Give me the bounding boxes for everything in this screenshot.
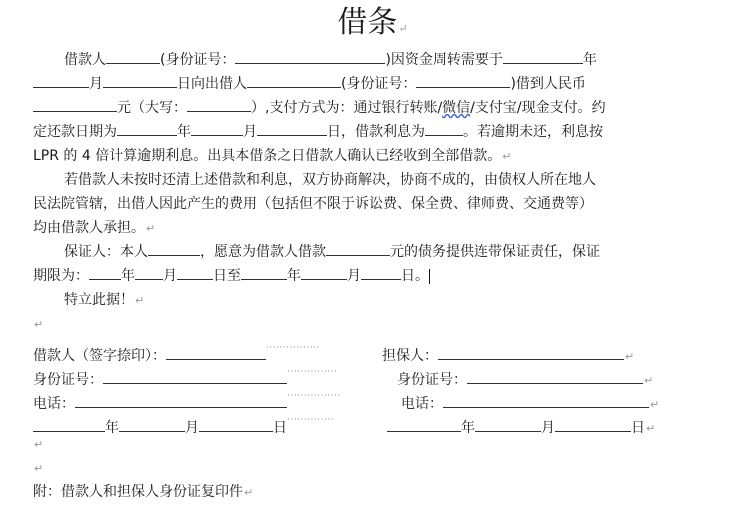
para2-line2: 民法院管辖，出借人因此产生的费用（包括但不限于诉讼费、保全费、律师费、交通费等） (33, 196, 593, 212)
blank-lender-id[interactable] (416, 73, 510, 88)
blank-end-month[interactable] (301, 265, 347, 280)
blank-start-day[interactable] (177, 265, 213, 280)
blank-borrower-id-number[interactable] (103, 369, 287, 384)
return-mark-icon: ↵ (34, 318, 44, 331)
blank-guarantor-signature[interactable] (438, 345, 624, 360)
tab-leader: ·············· (287, 415, 335, 425)
blank-borrower-name[interactable] (106, 49, 160, 64)
blank-pre-month[interactable] (33, 73, 89, 88)
return-mark-icon: ↵ (34, 462, 44, 475)
blank-borrower-phone[interactable] (75, 393, 287, 408)
blank-borrow-year[interactable] (503, 49, 583, 64)
blank-guarantor-sign-day[interactable] (555, 417, 631, 432)
tab-leader: ················ (266, 343, 320, 353)
blank-borrower-sign-month[interactable] (119, 417, 185, 432)
blank-amount-uppercase[interactable] (187, 97, 251, 112)
return-mark-icon: ↵ (146, 222, 156, 235)
document-title: 借条↵ (337, 5, 408, 40)
sig-row-phone: 电话： ················ 电话： ↵ (33, 384, 659, 417)
tab-leader: ················ (287, 391, 341, 401)
para1-line5: LPR 的 4 倍计算逾期利息。出具本借条之日借款人确认已经收到全部借款。↵ (33, 148, 512, 164)
return-mark-icon: ↵ (244, 486, 254, 499)
blank-borrower-id[interactable] (235, 49, 385, 64)
attachment-note: 附：借款人和担保人身份证复印件↵ (33, 484, 254, 500)
empty-line (33, 312, 43, 337)
return-mark-icon: ↵ (398, 22, 408, 35)
blank-interest[interactable] (425, 121, 463, 136)
blank-repay-year[interactable] (117, 121, 177, 136)
para3-line1: 保证人：本人 ，愿意为借款人借款 元的债务提供连带保证责任，保证 (64, 240, 600, 264)
para1-line4: 定还款日期为 年 月 日，借款利息为 。若逾期未还，利息按 (33, 120, 603, 144)
tab-leader: ··············· (287, 367, 338, 377)
para1-line2: 月 日向出借人 (身份证号： )借到人民币 (33, 72, 586, 96)
blank-end-day[interactable] (361, 265, 401, 280)
blank-lender-name[interactable] (247, 73, 341, 88)
blank-start-year[interactable] (89, 265, 121, 280)
blank-guarantor-name[interactable] (148, 241, 200, 256)
sig-row-id: 身份证号： ··············· 身份证号： ↵ (33, 360, 653, 393)
para1-line1: 借款人 (身份证号： )因资金周转需要于 年 (64, 48, 597, 72)
blank-guarantee-amount[interactable] (326, 241, 390, 256)
closing-line: 特立此据！↵ (64, 292, 145, 308)
return-mark-icon: ↵ (625, 350, 635, 363)
return-mark-icon: ↵ (644, 374, 654, 387)
blank-start-month[interactable] (135, 265, 163, 280)
return-mark-icon: ↵ (650, 398, 660, 411)
blank-repay-month[interactable] (191, 121, 243, 136)
para3-line2: 期限为： 年 月 日至 年 月 日。 (33, 264, 430, 288)
empty-line (33, 456, 43, 481)
empty-line (33, 432, 43, 457)
sig-row-date: 年 月 日·············· 年 月 日↵ (33, 408, 655, 441)
blank-amount[interactable] (33, 97, 117, 112)
para2-line1: 若借款人未按时还清上述借款和利息，双方协商解决，协商不成的，由债权人所在地人 (64, 172, 596, 188)
return-mark-icon: ↵ (646, 422, 656, 435)
blank-guarantor-sign-year[interactable] (387, 417, 461, 432)
blank-borrower-sign-day[interactable] (199, 417, 273, 432)
blank-guarantor-sign-month[interactable] (475, 417, 541, 432)
blank-end-year[interactable] (241, 265, 287, 280)
return-mark-icon: ↵ (502, 150, 512, 163)
return-mark-icon: ↵ (135, 294, 145, 307)
return-mark-icon: ↵ (34, 438, 44, 451)
para2-line3: 均由借款人承担。↵ (33, 220, 156, 236)
blank-guarantor-phone[interactable] (443, 393, 649, 408)
blank-borrower-sign-year[interactable] (33, 417, 105, 432)
text-cursor (429, 269, 430, 284)
para1-line3: 元（大写： ）,支付方式为：通过银行转账/微信/支付宝/现金支付。约 (33, 96, 606, 120)
blank-repay-day[interactable] (257, 121, 327, 136)
blank-guarantor-id-number[interactable] (467, 369, 643, 384)
blank-borrow-day[interactable] (103, 73, 177, 88)
sig-row-signature: 借款人（签字捺印）： ················ 担保人： ↵ (33, 336, 634, 369)
blank-borrower-signature[interactable] (166, 345, 266, 360)
